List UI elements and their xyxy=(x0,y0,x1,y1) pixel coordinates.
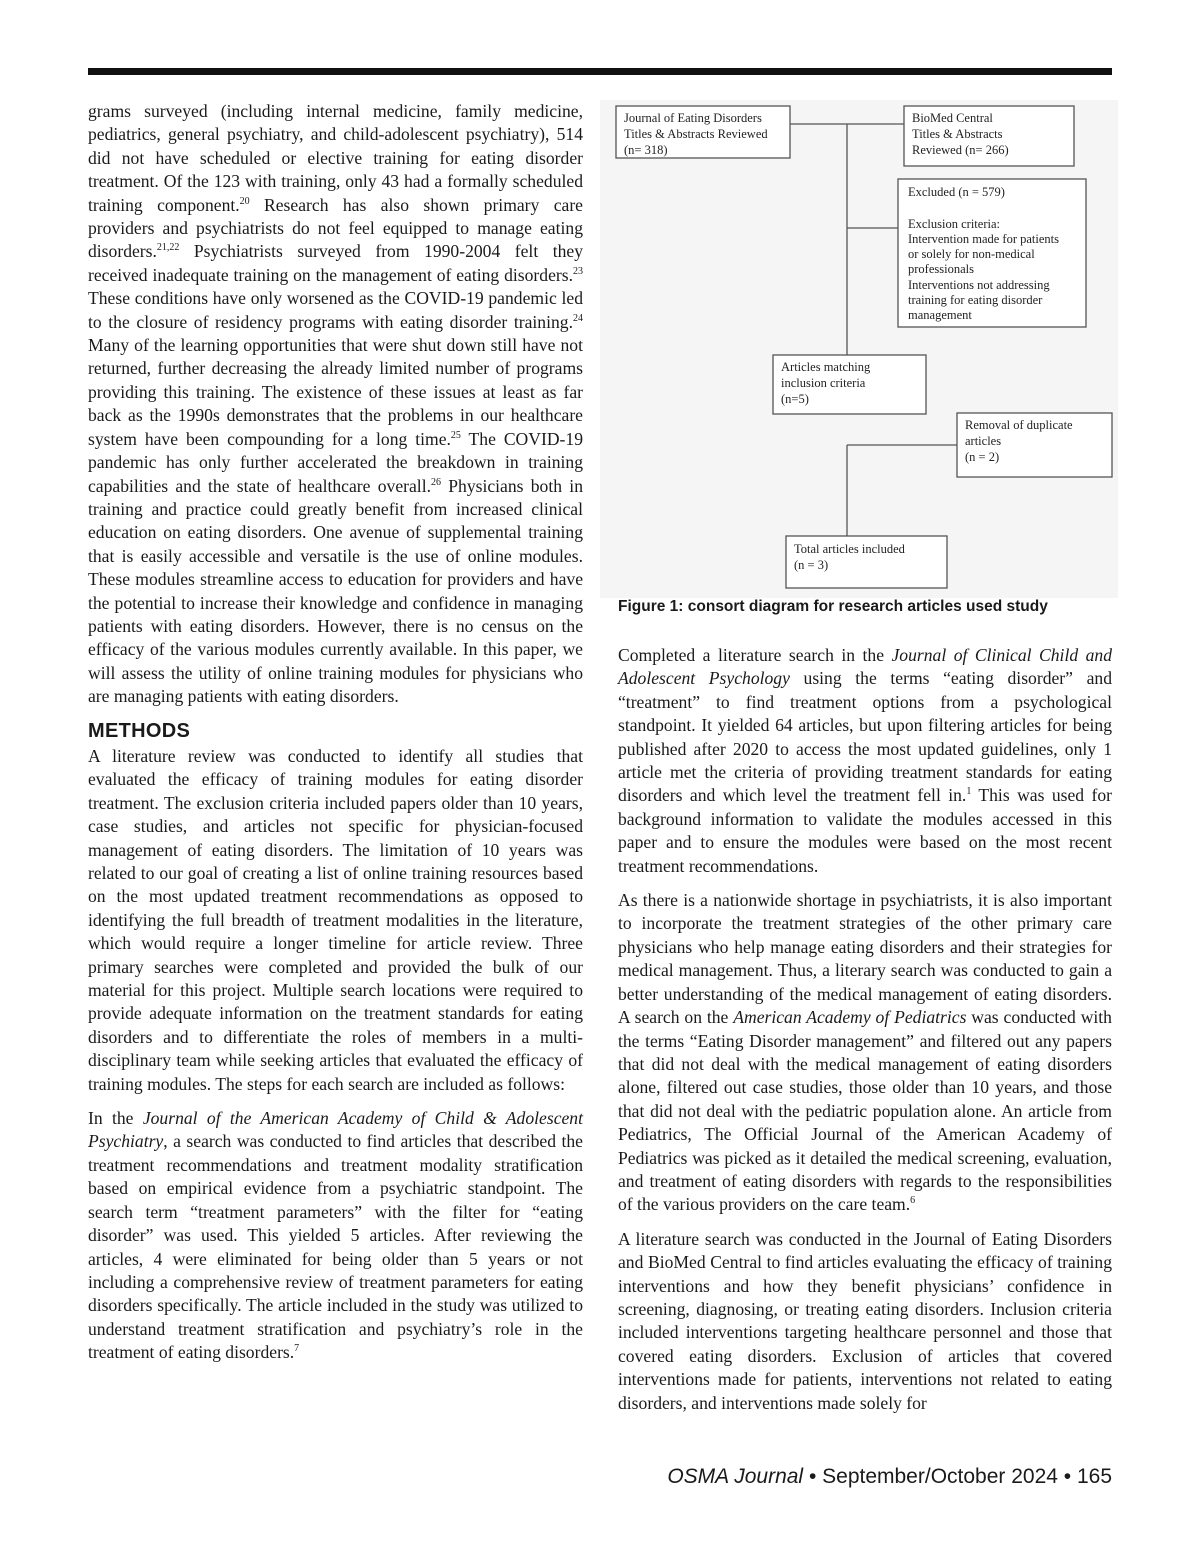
diagram-text-total: Total articles included (n = 3) xyxy=(794,542,905,572)
right-column xyxy=(618,644,1112,1426)
methods-paragraph: A literature review was conducted to identify all studies that evaluated the efficacy of training modules for eating disorder treatment. The exclusion criteria included papers older than 10 years, case studies, and articles not specific for physician-focused management of eating disorders. The limitation of 10 years was related to our goal of creating a list of online training resources based on the most updated treatment recommendations as opposed to identifying the full breadth of treatment modalities in the literature, which would require a longer timeline for article review. Three primary searches were completed and provided the bulk of our material for this project. Multiple search locations were required to provide adequate information on the treatment standards for eating disorders and to differentiate the roles of members in a multi-disciplinary team while seeking articles that evaluated the efficacy of training modules. The steps for each search are included as follows: xyxy=(88,745,583,1094)
diagram-text-jed: Journal of Eating Disorders Titles & Abstracts Reviewed (n= 318) xyxy=(624,111,768,157)
aap-paragraph: As there is a nationwide shortage in psychiatrists, it is also important to incorporate the treatment strategies of the other primary care physicians who help manage eating disorders and their strategies for medical management. Thus, a literary search was conducted to gain a better understanding of the medical management of eating disorders. A search on the American Academy of Pediatrics was conducted with the terms “Eating Disorder management” and filtered out any papers that did not deal with the medical management of eating disorders alone, filtered out case studies, those older than 10 years, and those that did not deal with the pediatric population alone. An article from Pediatrics, The Official Journal of the American Academy of Pediatrics was picked as it detailed the medical screening, evaluation, and treatment of eating disorders with regards to the responsibilities of the various providers on the care team.$^6$ xyxy=(618,890,1112,1215)
left-column xyxy=(88,100,583,1376)
jed-paragraph: A literature search was conducted in the Journal of Eating Disorders and BioMed Central to find articles evaluating the efficacy of training interventions and how they benefit physicians’ confidence in screening, diagnosing, or treating eating disorders. Inclusion criteria included interventions targeting healthcare personnel and those that covered eating disorders. Exclusion of articles that covered interventions made for patients, interventions not related to eating disorders, and interventions made solely for xyxy=(618,1228,1112,1413)
diagram-text-excluded: Excluded (n = 579) Exclusion criteria: Intervention made for patients or solely for non-medical professionals Interventions not addressing training for eating disorder management xyxy=(908,185,1059,322)
figure-caption: Figure 1: consort diagram for research articles used study xyxy=(618,598,1048,615)
jaacap-paragraph: In the Journal of the American Academy of Child & Adolescent Psychiatry, a search was conducted to find articles that described the treatment recommendations and treatment modality stratification based on empirical evidence from a psychiatric standpoint. The search term “treatment parameters” with the filter for “eating disorder” was used. This yielded 5 articles. After reviewing the articles, 4 were eliminated for being older than 5 years or not including a comprehensive review of treatment parameters for eating disorders specifically. The article included in the study was utilized to understand treatment stratification and psychiatry’s role in the treatment of eating disorders.$^7$ xyxy=(88,1108,583,1363)
methods-heading: METHODS xyxy=(88,719,191,742)
diagram-text-duplicates: Removal of duplicate articles (n = 2) xyxy=(965,418,1073,464)
top-rule xyxy=(88,68,1112,75)
diagram-text-biomed: BioMed Central Titles & Abstracts Reviewed (n= 266) xyxy=(912,111,1009,157)
intro-paragraph: grams surveyed (including internal medicine, family medicine, pediatrics, general psychiatry, and child-adolescent psychiatry), 514 did not have scheduled or elective training for eating disorder treatment. Of the 123 with training, only 43 had a formally scheduled training component.$^{20}$ Research has also shown primary care providers and psychiatrists do not feel equipped to manage eating disorders.$^{21,22}$ Psychiatrists surveyed from 1990-2004 felt they received inadequate training on the management of eating disorders.$^{23}$ These conditions have only worsened as the COVID-19 pandemic led to the closure of residency programs with eating disorder training.$^{24}$ Many of the learning opportunities that were shut down still have not returned, further decreasing the already limited number of programs providing this training. The existence of these issues at least as far back as the 1990s demonstrates that the problems in our healthcare system have been compounding for a long time.$^{25}$ The COVID-19 pandemic has only further accelerated the breakdown in training capabilities and the state of healthcare overall.$^{26}$ Physicians both in training and practice could greatly benefit from increased clinical education on eating disorders. One avenue of supplemental training that is easily accessible and versatile is the use of online modules. These modules streamline access to education for providers and have the potential to increase their knowledge and confidence in managing patients with eating disorders. However, there is no census on the efficacy of the various modules currently available. In this paper, we will assess the utility of online training modules for physicians who are managing patients with eating disorders. xyxy=(88,101,583,707)
diagram-text-matching: Articles matching inclusion criteria (n=5) xyxy=(781,360,871,406)
page-footer xyxy=(667,1465,1112,1489)
jccap-paragraph: Completed a literature search in the Journal of Clinical Child and Adolescent Psychology using the terms “eating disorder” and “treatment” to find treatment options from a psychological standpoint. It yielded 64 articles, but upon filtering articles for being published after 2020 to access the most updated guidelines, only 1 article met the criteria of providing treatment standards for eating disorders and which level the treatment fell in.$^1$ This was used for background information to validate the modules accessed in this paper and to ensure the modules were based on the most recent treatment recommendations. xyxy=(618,645,1112,876)
footer-issue-page: • September/October 2024 • 165 xyxy=(803,1465,1112,1488)
consort-diagram xyxy=(600,100,1118,598)
footer-journal-name: OSMA Journal xyxy=(667,1465,804,1488)
